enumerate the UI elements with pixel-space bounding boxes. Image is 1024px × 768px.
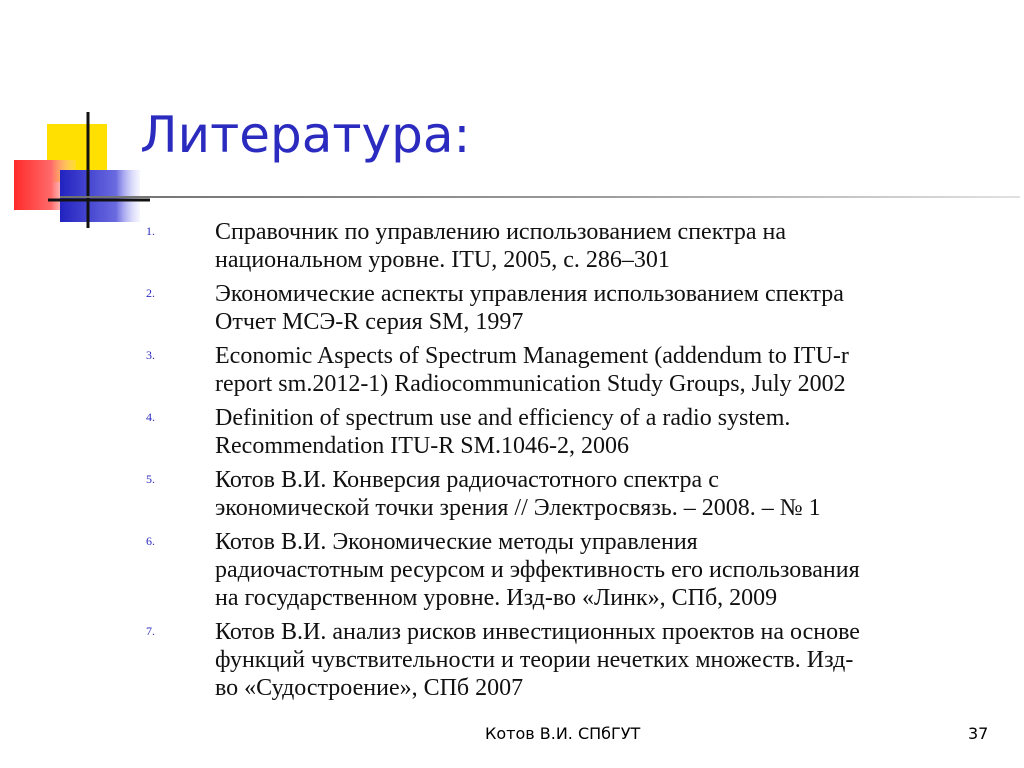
title-divider [60, 196, 1020, 198]
decorative-squares-logo [0, 0, 150, 240]
reference-text: Справочник по управлению использованием спектра на национальном уровне. ITU, 2005, с. 286–301 [215, 219, 786, 273]
reference-text: Economic Aspects of Spectrum Management (addendum to ITU-r report sm.2012-1) Radiocommunication Study Groups, July 2002 [215, 343, 849, 397]
reference-number: 6. [146, 534, 155, 548]
reference-text: Котов В.И. Экономические методы управления радиочастотным ресурсом и эффективность его использования на государственном уровне. Изд-во «Линк», СПб, 2009 [215, 529, 860, 611]
reference-item [0, 466, 1000, 522]
reference-item [0, 618, 1000, 702]
reference-number: 1. [146, 224, 155, 238]
slide-footer: Котов В.И. СПбГУТ [485, 724, 641, 743]
reference-text: Definition of spectrum use and efficiency of a radio system. Recommendation ITU-R SM.1046-2, 2006 [215, 405, 791, 459]
page-number: 37 [968, 724, 989, 743]
reference-number: 4. [146, 410, 155, 424]
reference-number: 3. [146, 348, 155, 362]
reference-text: Экономические аспекты управления использованием спектра Отчет МСЭ-R серия SM, 1997 [215, 281, 844, 335]
reference-item [0, 218, 1000, 274]
reference-number: 2. [146, 286, 155, 300]
reference-item [0, 528, 1000, 612]
reference-number: 7. [146, 624, 155, 638]
reference-text: Котов В.И. анализ рисков инвестиционных проектов на основе функций чувствительности и теории нечетких множеств. Изд- во «Судостроение», СПб 2007 [215, 619, 860, 701]
slide-title: Литература: [140, 106, 471, 164]
reference-item [0, 342, 1000, 398]
reference-item [0, 280, 1000, 336]
reference-text: Котов В.И. Конверсия радиочастотного спектра с экономической точки зрения // Электросвязь. – 2008. – № 1 [215, 467, 821, 521]
reference-number: 5. [146, 472, 155, 486]
reference-list [0, 218, 1000, 708]
reference-item [0, 404, 1000, 460]
